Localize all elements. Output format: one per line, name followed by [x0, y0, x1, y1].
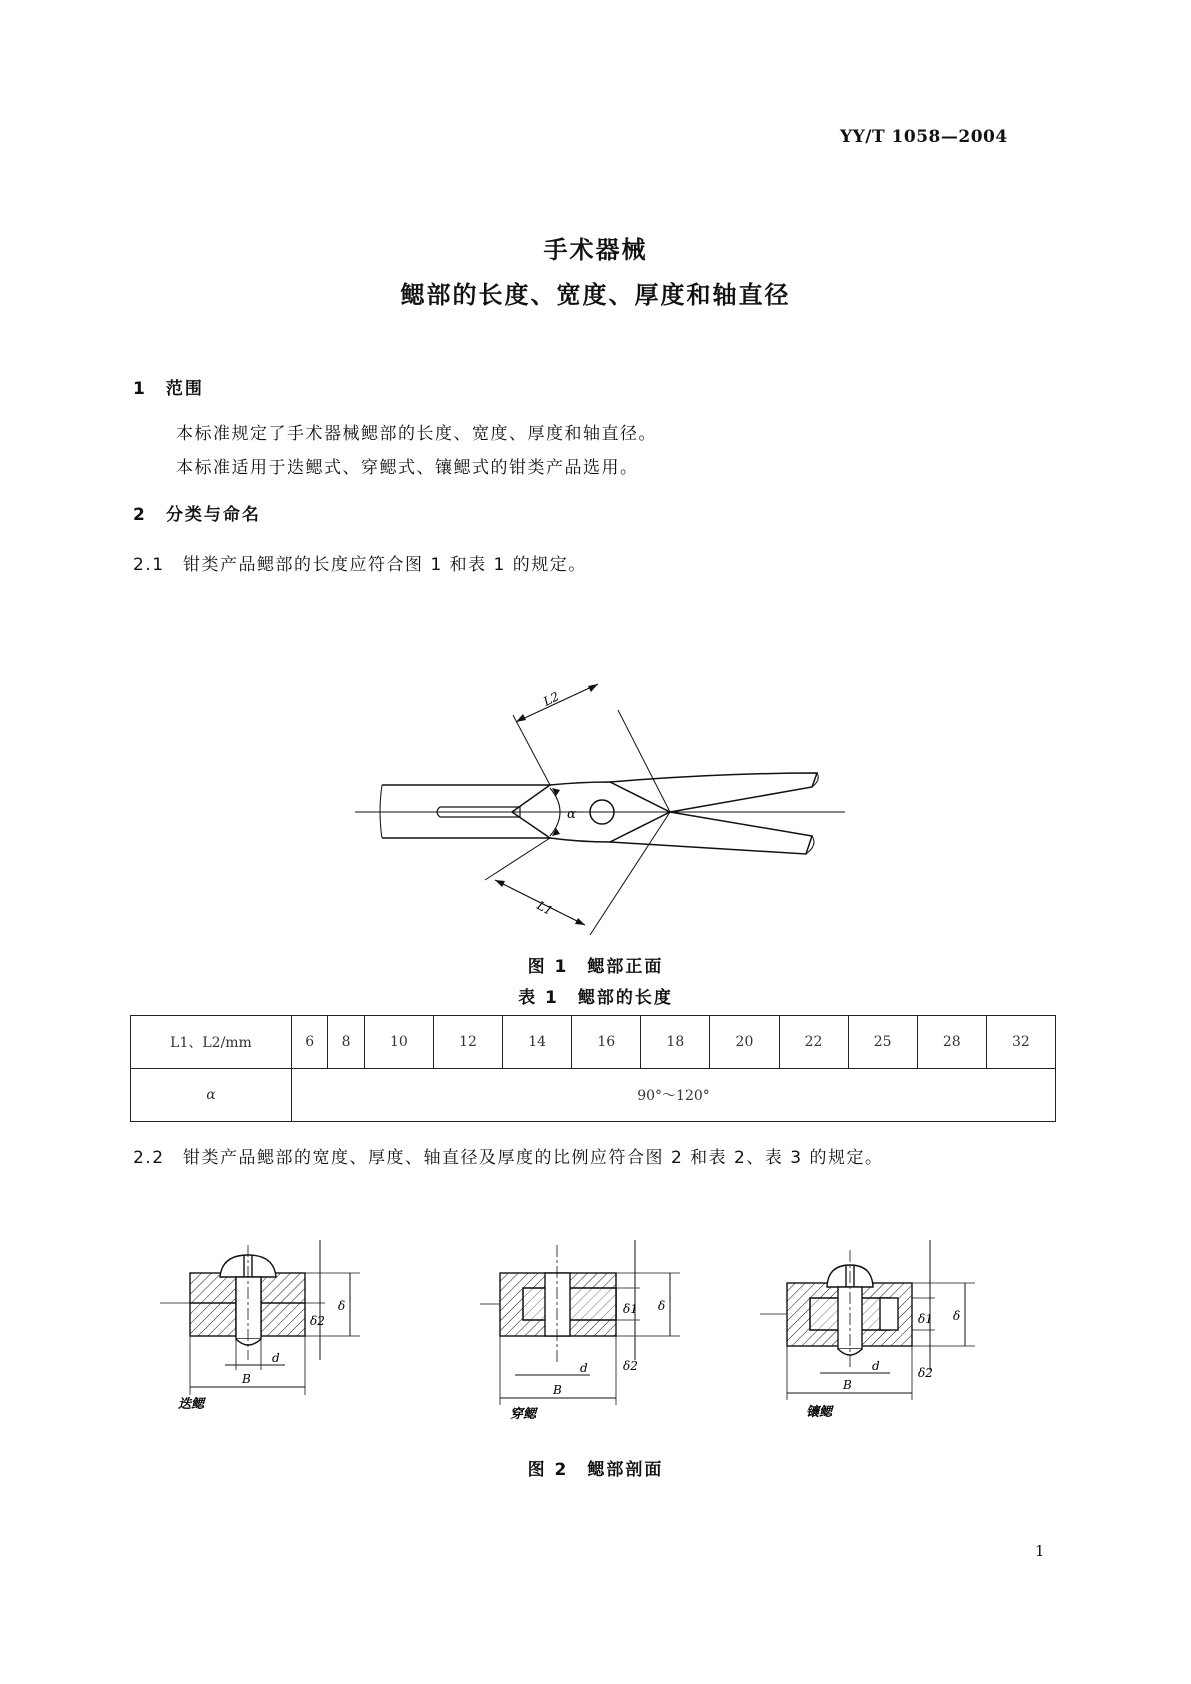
table-cell: 32 — [986, 1016, 1055, 1069]
alpha-row-header: α — [131, 1069, 292, 1122]
figure-2-drawing — [160, 1235, 1040, 1420]
table-cell: 20 — [710, 1016, 779, 1069]
section-1-para-2: 本标准适用于迭鳃式、穿鳃式、镶鳃式的钳类产品选用。 — [176, 458, 639, 478]
document-title-line2: 鳃部的长度、宽度、厚度和轴直径 — [400, 281, 791, 309]
standard-code: YY/T 1058—2004 — [840, 127, 1008, 147]
table-1 — [130, 1015, 1056, 1122]
fig2-delta1-label-2: δ1 — [623, 1302, 638, 1316]
fig2-label-stacked: 迭鳃 — [178, 1397, 205, 1412]
alpha-label: α — [567, 807, 576, 822]
l1-label: L1 — [534, 898, 555, 918]
fig2-delta2-label-2: δ2 — [623, 1359, 638, 1373]
table-row — [131, 1016, 1056, 1069]
table-cell: 18 — [641, 1016, 710, 1069]
upper-blade — [610, 773, 817, 812]
table-cell: 10 — [364, 1016, 433, 1069]
fig2-d-label-3: d — [872, 1359, 880, 1373]
document-title-line1: 手术器械 — [543, 236, 648, 264]
table-cell: 8 — [328, 1016, 364, 1069]
l2-label: L2 — [541, 689, 562, 709]
table-1-caption: 表 1 鳃部的长度 — [518, 988, 673, 1008]
fig2-d-label-2: d — [580, 1361, 588, 1375]
table-cell: 16 — [572, 1016, 641, 1069]
fig2-B-label-3: B — [843, 1378, 852, 1392]
fig2-label-through: 穿鳃 — [510, 1407, 537, 1420]
lower-blade — [610, 812, 812, 854]
table-cell: 12 — [433, 1016, 502, 1069]
page-number: 1 — [1035, 1542, 1045, 1560]
table-cell: 6 — [292, 1016, 328, 1069]
table-row — [131, 1069, 1056, 1122]
clause-2-1: 2.1 钳类产品鳃部的长度应符合图 1 和表 1 的规定。 — [133, 555, 587, 575]
table-cell: 28 — [917, 1016, 986, 1069]
section-1-para-1: 本标准规定了手术器械鳃部的长度、宽度、厚度和轴直径。 — [176, 424, 657, 444]
clause-2-2: 2.2 钳类产品鳃部的宽度、厚度、轴直径及厚度的比例应符合图 2 和表 2、表 3 的规定。 — [133, 1148, 884, 1168]
fig2-delta2-label-3: δ2 — [918, 1366, 933, 1380]
fig2-through-section — [480, 1240, 680, 1405]
section-1-heading: 1 范围 — [133, 379, 204, 399]
table-row-header: L1、L2/mm — [131, 1016, 292, 1069]
table-cell: 22 — [779, 1016, 848, 1069]
fig2-inlaid-section — [760, 1240, 975, 1400]
fig2-delta-label-3: δ — [953, 1309, 961, 1323]
fig2-delta-label-1: δ — [338, 1299, 346, 1313]
alpha-value: 90°～120° — [292, 1069, 1056, 1122]
fig2-delta-label-2: δ — [658, 1299, 666, 1313]
fig2-delta2-label-1: δ2 — [310, 1314, 325, 1328]
fig2-delta1-label-3: δ1 — [918, 1312, 933, 1326]
fig2-B-label-2: B — [553, 1383, 562, 1397]
figure-1-caption: 图 1 鳃部正面 — [527, 957, 664, 977]
figure-1-drawing — [340, 670, 860, 940]
table-cell: 25 — [848, 1016, 917, 1069]
fig2-label-inlaid: 镶鳃 — [806, 1405, 833, 1420]
fig2-B-label-1: B — [242, 1372, 251, 1386]
figure-2-caption: 图 2 鳃部剖面 — [527, 1460, 664, 1480]
table-cell: 14 — [503, 1016, 572, 1069]
section-2-heading: 2 分类与命名 — [133, 505, 261, 525]
fig2-stacked-section — [160, 1240, 360, 1395]
fig2-d-label-1: d — [272, 1351, 280, 1365]
